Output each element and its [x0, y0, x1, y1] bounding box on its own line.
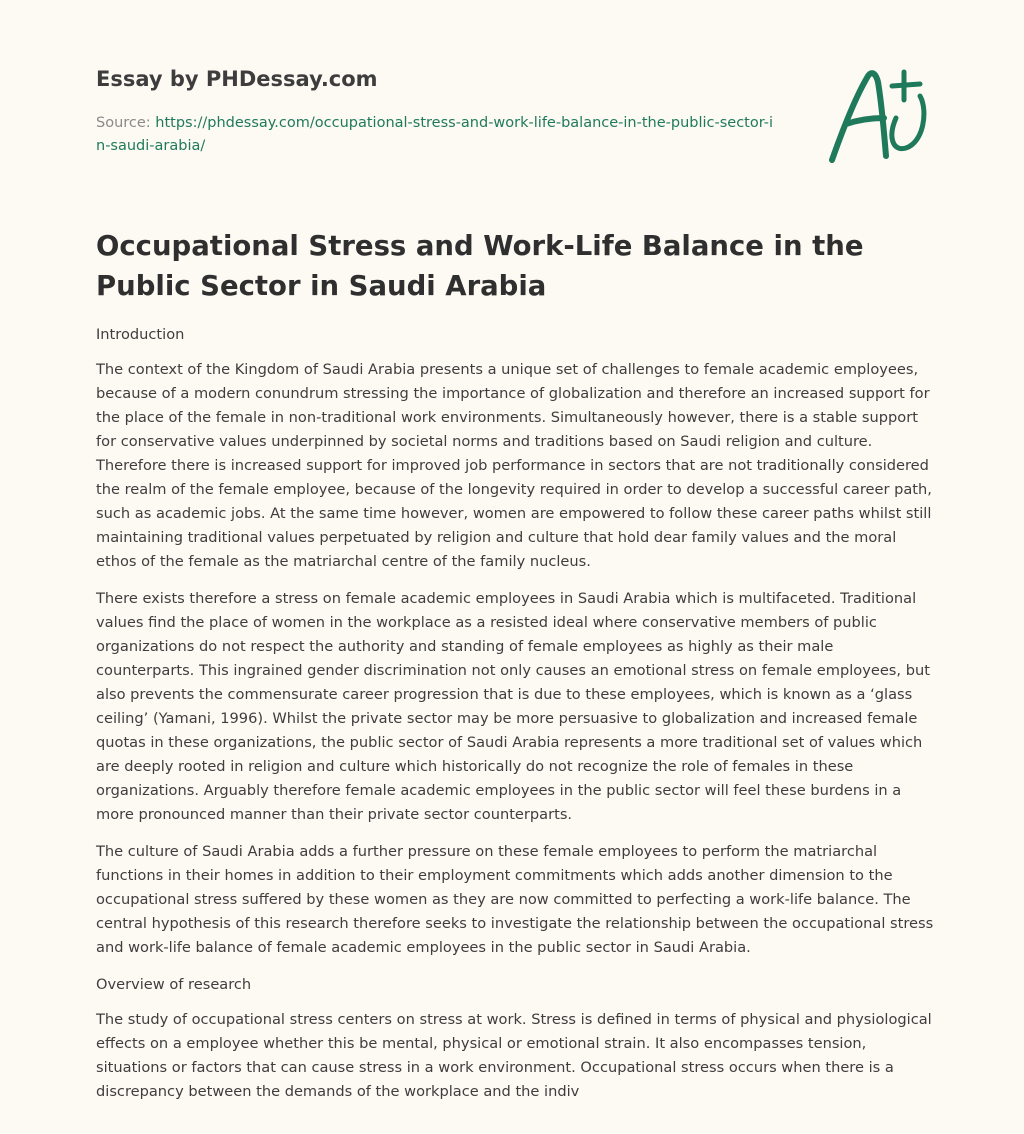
section-heading-overview: Overview of research [96, 976, 252, 993]
paragraph-2: There exists therefore a stress on female academic employees in Saudi Arabia which is multifaceted. Traditional values find the place of women in the workplace as a resisted ideal where conservative members of public organizations do not respect the authority and standing of female employees as highly as their male counterparts. This ingrained gender discrimination not only causes an emotional stress on female employees, but also prevents the commensurate career progression that is due to these employees, which is known as a ‘glass ceiling’ (Yamani, 1996). Whilst the private sector may be more persuasive to globalization and increased female quotas in these organizations, the public sector of Saudi Arabia represents a more traditional set of values which are deeply rooted in religion and culture which historically do not recognize the role of females in these organizations. Arguably therefore female academic employees in the public sector will feel these burdens in a more pronounced manner than their private sector counterparts. [96, 590, 930, 823]
source-label: Source: [96, 115, 151, 131]
section-heading-introduction: Introduction [96, 326, 185, 343]
essay-body [96, 323, 936, 1117]
site-brand: Essay by PHDessay.com [96, 67, 378, 91]
paragraph-1: The context of the Kingdom of Saudi Arabia presents a unique set of challenges to female academic employees, because of a modern conundrum stressing the importance of globalization and therefore an increased support for the place of the female in non-traditional work environments. Simultaneously however, there is a stable support for conservative values underpinned by societal norms and traditions based on Saudi religion and culture. Therefore there is increased support for improved job performance in sectors that are not traditionally considered the realm of the female employee, because of the longevity required in order to develop a successful career path, such as academic jobs. At the same time however, women are empowered to follow these career paths whilst still maintaining traditional values perpetuated by religion and culture that hold dear family values and the moral ethos of the female as the matriarchal centre of the family nucleus. [96, 361, 932, 570]
paragraph-4: The study of occupational stress centers on stress at work. Stress is defined in terms of physical and physiological effects on a employee whether this be mental, physical or emotional strain. It also encompasses tension, situations or factors that can cause stress in a work environment. Occupational stress occurs when there is a discrepancy between the demands of the workplace and the indiv [96, 1011, 932, 1100]
source-line [96, 112, 776, 158]
paragraph-3: The culture of Saudi Arabia adds a further pressure on these female employees to perform the matriarchal functions in their homes in addition to their employment commitments which adds another dimension to the occupational stress suffered by these women as they are now committed to perfecting a work-life balance. The central hypothesis of this research therefore seeks to investigate the relationship between the occupational stress and work-life balance of female academic employees in the public sector in Saudi Arabia. [96, 843, 934, 956]
essay-title: Occupational Stress and Work-Life Balance in the Public Sector in Saudi Arabia [96, 230, 864, 302]
a-plus-logo-icon [826, 66, 936, 166]
source-link[interactable]: https://phdessay.com/occupational-stress-and-work-life-balance-in-the-public-sector-in-saudi-arabia/ [96, 115, 774, 154]
